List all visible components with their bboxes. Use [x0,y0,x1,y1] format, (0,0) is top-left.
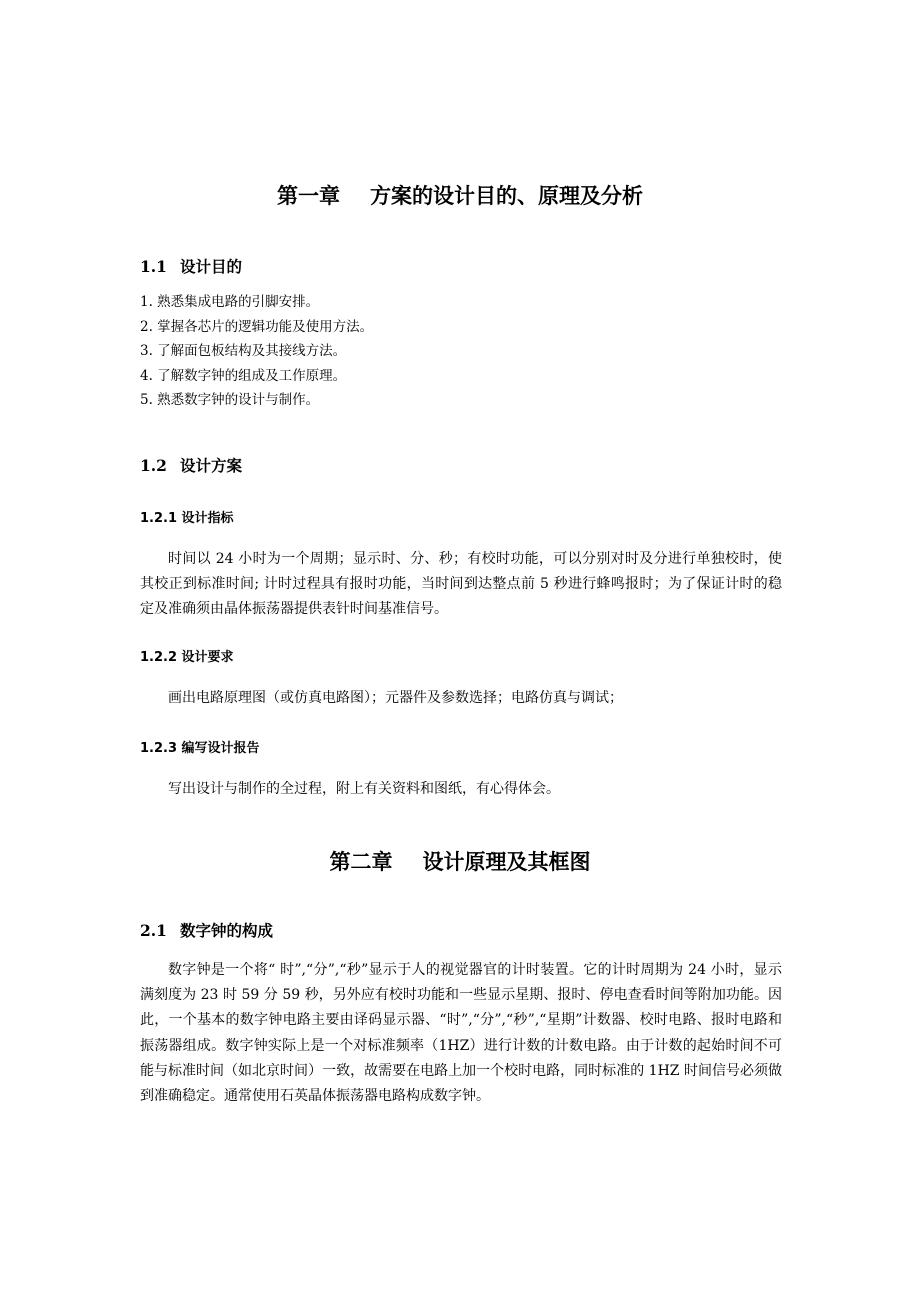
design-requirement-paragraph: 画出电路原理图（或仿真电路图）；元器件及参数选择；电路仿真与调试； [168,690,623,706]
section-2-1-heading [140,919,273,941]
chapter-1-title [140,180,780,210]
section-1-2-2-heading: 1.2.2 设计要求 [140,650,234,665]
section-1-2-3-heading: 1.2.3 编写设计报告 [140,741,260,756]
chapter-2-name: 设计原理及其框图 [422,850,591,874]
design-goals-list [140,290,780,413]
chapter-1-number: 第一章 [277,184,340,208]
digital-clock-paragraph: 数字钟是一个将“ 时”,“分”,“秒”显示于人的视觉器官的计时装置。它的计时周期为 24 小时，显示满刻度为 23 时 59 分 59 秒，另外应有校时功能和一些显示星期、报时、停电查看时间等附加功能。因此，一个基本的数字钟电路主要由译码显示器、“时”,“分”,“秒”,“星期”计数器、校时电路、报时电路和振荡器组成。数字钟实际上是一个对标准频率（1HZ）进行计数的计数电路。由于计数的起始时间不可能与标准时间（如北京时间）一致，故需要在电路上加一个校时电路，同时标准的 1HZ 时间信号必须做到准确稳定。通常使用石英晶体振荡器电路构成数字钟。 [140,962,782,1105]
section-2-1-number: 2.1 [140,921,167,940]
chapter-1-name: 方案的设计目的、原理及分析 [370,184,643,208]
design-indicator-paragraph: 时间以 24 小时为一个周期；显示时、分、秒；有校时功能，可以分别对时及分进行单独校时，使其校正到标准时间; 计时过程具有报时功能，当时间到达整点前 5 秒进行蜂鸣报时；为了保证计时的稳定及准确须由晶体振荡器提供表针时间基准信号。 [140,551,782,618]
chapter-2-title [140,846,780,876]
section-1-1-title: 设计目的 [180,258,243,276]
section-1-2-number: 1.2 [140,456,167,475]
list-item: 5. 熟悉数字钟的设计与制作。 [140,392,320,408]
chapter-2-number: 第二章 [329,850,393,874]
section-2-1-title: 数字钟的构成 [180,922,274,940]
list-item: 4. 了解数字钟的组成及工作原理。 [140,367,347,384]
report-paragraph: 写出设计与制作的全过程，附上有关资料和图纸，有心得体会。 [168,781,560,797]
section-1-1-heading [140,255,242,277]
list-item: 1. 熟悉集成电路的引脚安排。 [140,294,320,310]
section-1-2-1-heading: 1.2.1 设计指标 [140,511,234,526]
section-1-1-number: 1.1 [140,257,167,276]
section-1-2-title: 设计方案 [180,457,243,475]
list-item: 2. 掌握各芯片的逻辑功能及使用方法。 [140,318,374,335]
section-1-2-heading [140,454,242,476]
list-item: 3. 了解面包板结构及其接线方法。 [140,343,347,359]
